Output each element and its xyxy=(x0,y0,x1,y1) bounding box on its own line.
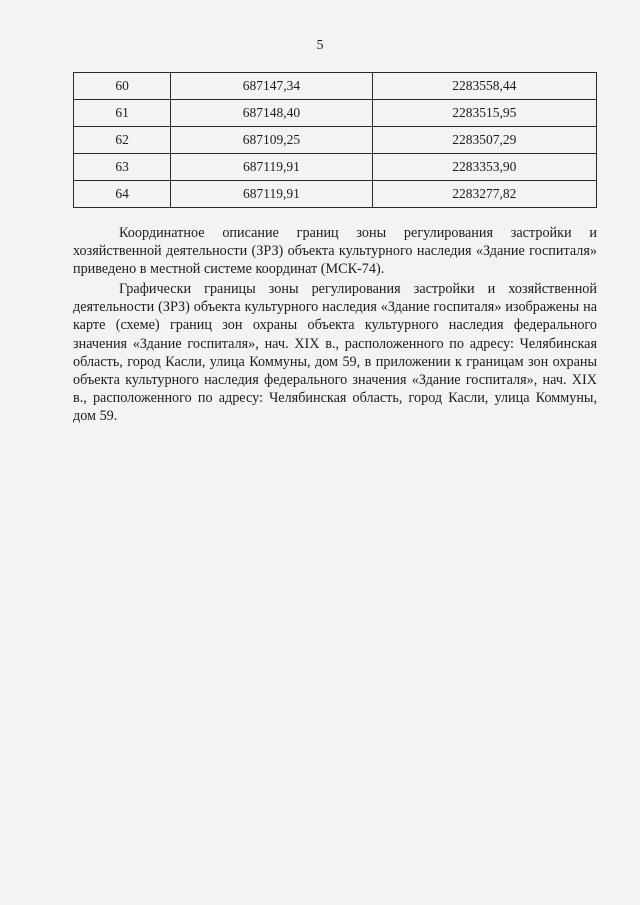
table-row xyxy=(74,100,597,127)
table-row xyxy=(74,73,597,100)
coordinate-y: 2283277,82 xyxy=(372,181,596,208)
coordinate-x: 687119,91 xyxy=(171,181,373,208)
coordinate-description-paragraph: Координатное описание границ зоны регулирования застройки и хозяйственной деятельности (ЗРЗ) объекта культурного наследия «Здание госпиталя» приведено в местной системе координат (МСК-74). xyxy=(73,225,597,278)
point-number: 60 xyxy=(74,73,171,100)
table-row xyxy=(74,181,597,208)
page-number: 5 xyxy=(316,38,324,53)
coordinate-y: 2283507,29 xyxy=(372,127,596,154)
graphic-boundaries-paragraph: Графически границы зоны регулирования застройки и хозяйственной деятельности (ЗРЗ) объекта культурного наследия «Здание госпиталя» изображены на карте (схеме) границ зон охраны объекта культурного наследия федерального значения «Здание госпиталя», нач. XIX в., расположенного по адресу: Челябинская область, город Касли, улица Коммуны, дом 59, в приложении к границам зон охраны объекта культурного наследия федерального значения «Здание госпиталя», нач. XIX в., расположенного по адресу: Челябинская область, город Касли, улица Коммуны, дом 59. xyxy=(73,281,597,425)
point-number: 64 xyxy=(74,181,171,208)
point-number: 62 xyxy=(74,127,171,154)
coordinate-x: 687148,40 xyxy=(171,100,373,127)
coordinate-y: 2283515,95 xyxy=(372,100,596,127)
table-row xyxy=(74,127,597,154)
coordinate-x: 687109,25 xyxy=(171,127,373,154)
point-number: 63 xyxy=(74,154,171,181)
coordinate-y: 2283353,90 xyxy=(372,154,596,181)
coordinates-table xyxy=(73,72,597,208)
coordinate-x: 687147,34 xyxy=(171,73,373,100)
table-row xyxy=(74,154,597,181)
coordinate-y: 2283558,44 xyxy=(372,73,596,100)
point-number: 61 xyxy=(74,100,171,127)
coordinate-x: 687119,91 xyxy=(171,154,373,181)
